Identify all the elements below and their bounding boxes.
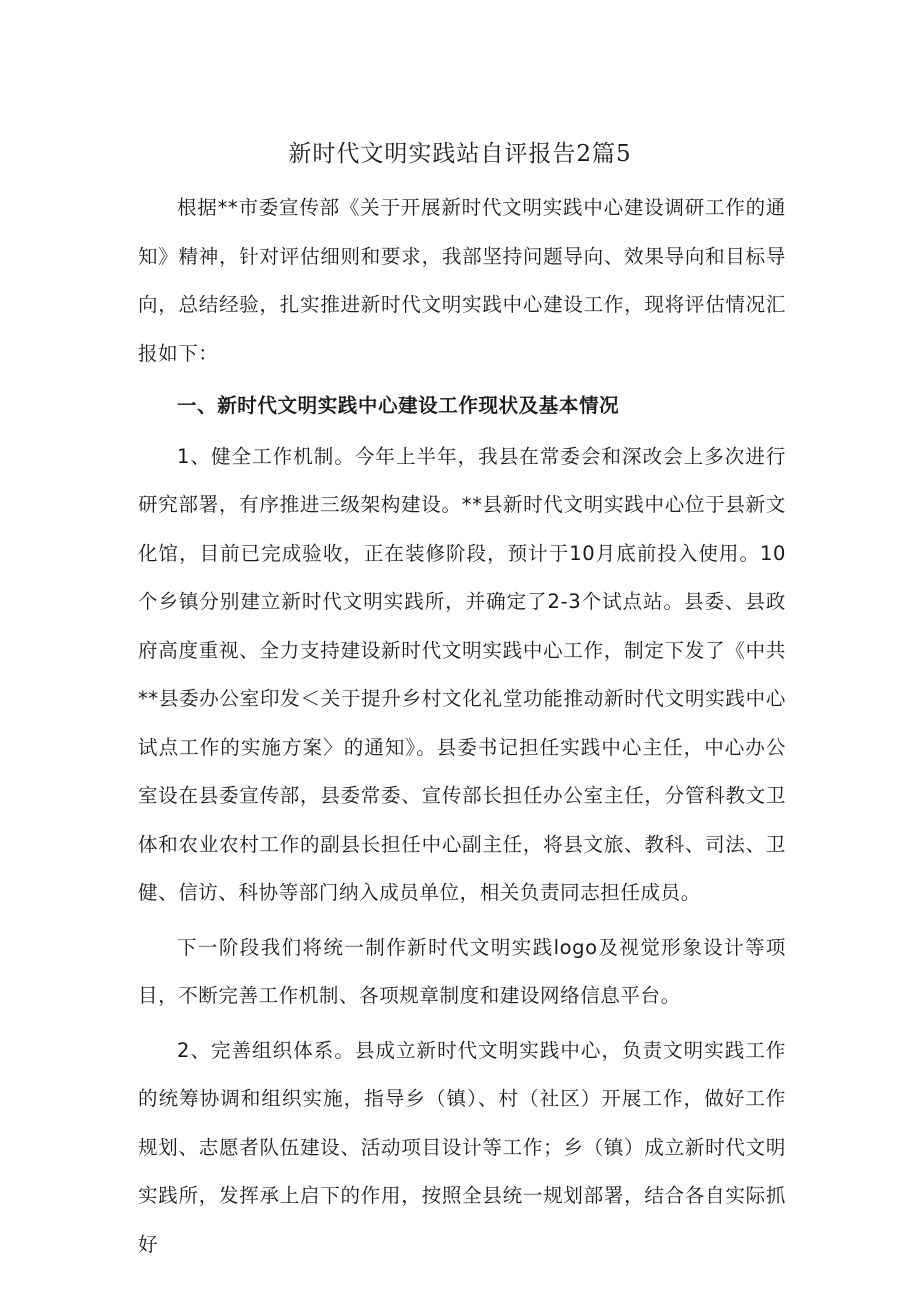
document-title: 新时代文明实践站自评报告2篇5 [288,141,632,167]
section-heading-1: 一、新时代文明实践中心建设工作现状及基本情况 [177,394,620,417]
document-body [138,184,786,1269]
paragraph-next-stage: 下一阶段我们将统一制作新时代文明实践logo及视觉形象设计等项目，不断完善工作机制、各项规章制度和建设网络信息平台。 [138,935,786,1007]
paragraph-organization-system: 2、完善组织体系。县成立新时代文明实践中心，负责文明实践工作的统筹协调和组织实施，指导乡（镇）、村（社区）开展工作，做好工作规划、志愿者队伍建设、活动项目设计等工作；乡（镇）成立新时代文明实践所，发挥承上启下的作用，按照全县统一规划部署，结合各自实际抓好 [138,1038,786,1256]
intro-paragraph: 根据**市委宣传部《关于开展新时代文明实践中心建设调研工作的通知》精神，针对评估细则和要求，我部坚持问题导向、效果导向和目标导向，总结经验，扎实推进新时代文明实践中心建设工作，现将评估情况汇报如下： [138,196,786,365]
paragraph-work-mechanism: 1、健全工作机制。今年上半年，我县在常委会和深改会上多次进行研究部署，有序推进三级架构建设。**县新时代文明实践中心位于县新文化馆，目前已完成验收，正在装修阶段，预计于10月底前投入使用。10个乡镇分别建立新时代文明实践所，并确定了2-3个试点站。县委、县政府高度重视、全力支持建设新时代文明实践中心工作，制定下发了《中共**县委办公室印发＜关于提升乡村文化礼堂功能推动新时代文明实践中心试点工作的实施方案〉的通知》。县委书记担任实践中心主任，中心办公室设在县委宣传部，县委常委、宣传部长担任办公室主任，分管科教文卫体和农业农村工作的副县长担任中心副主任，将县文旅、教科、司法、卫健、信访、科协等部门纳入成员单位，相关负责同志担任成员。 [138,444,786,904]
